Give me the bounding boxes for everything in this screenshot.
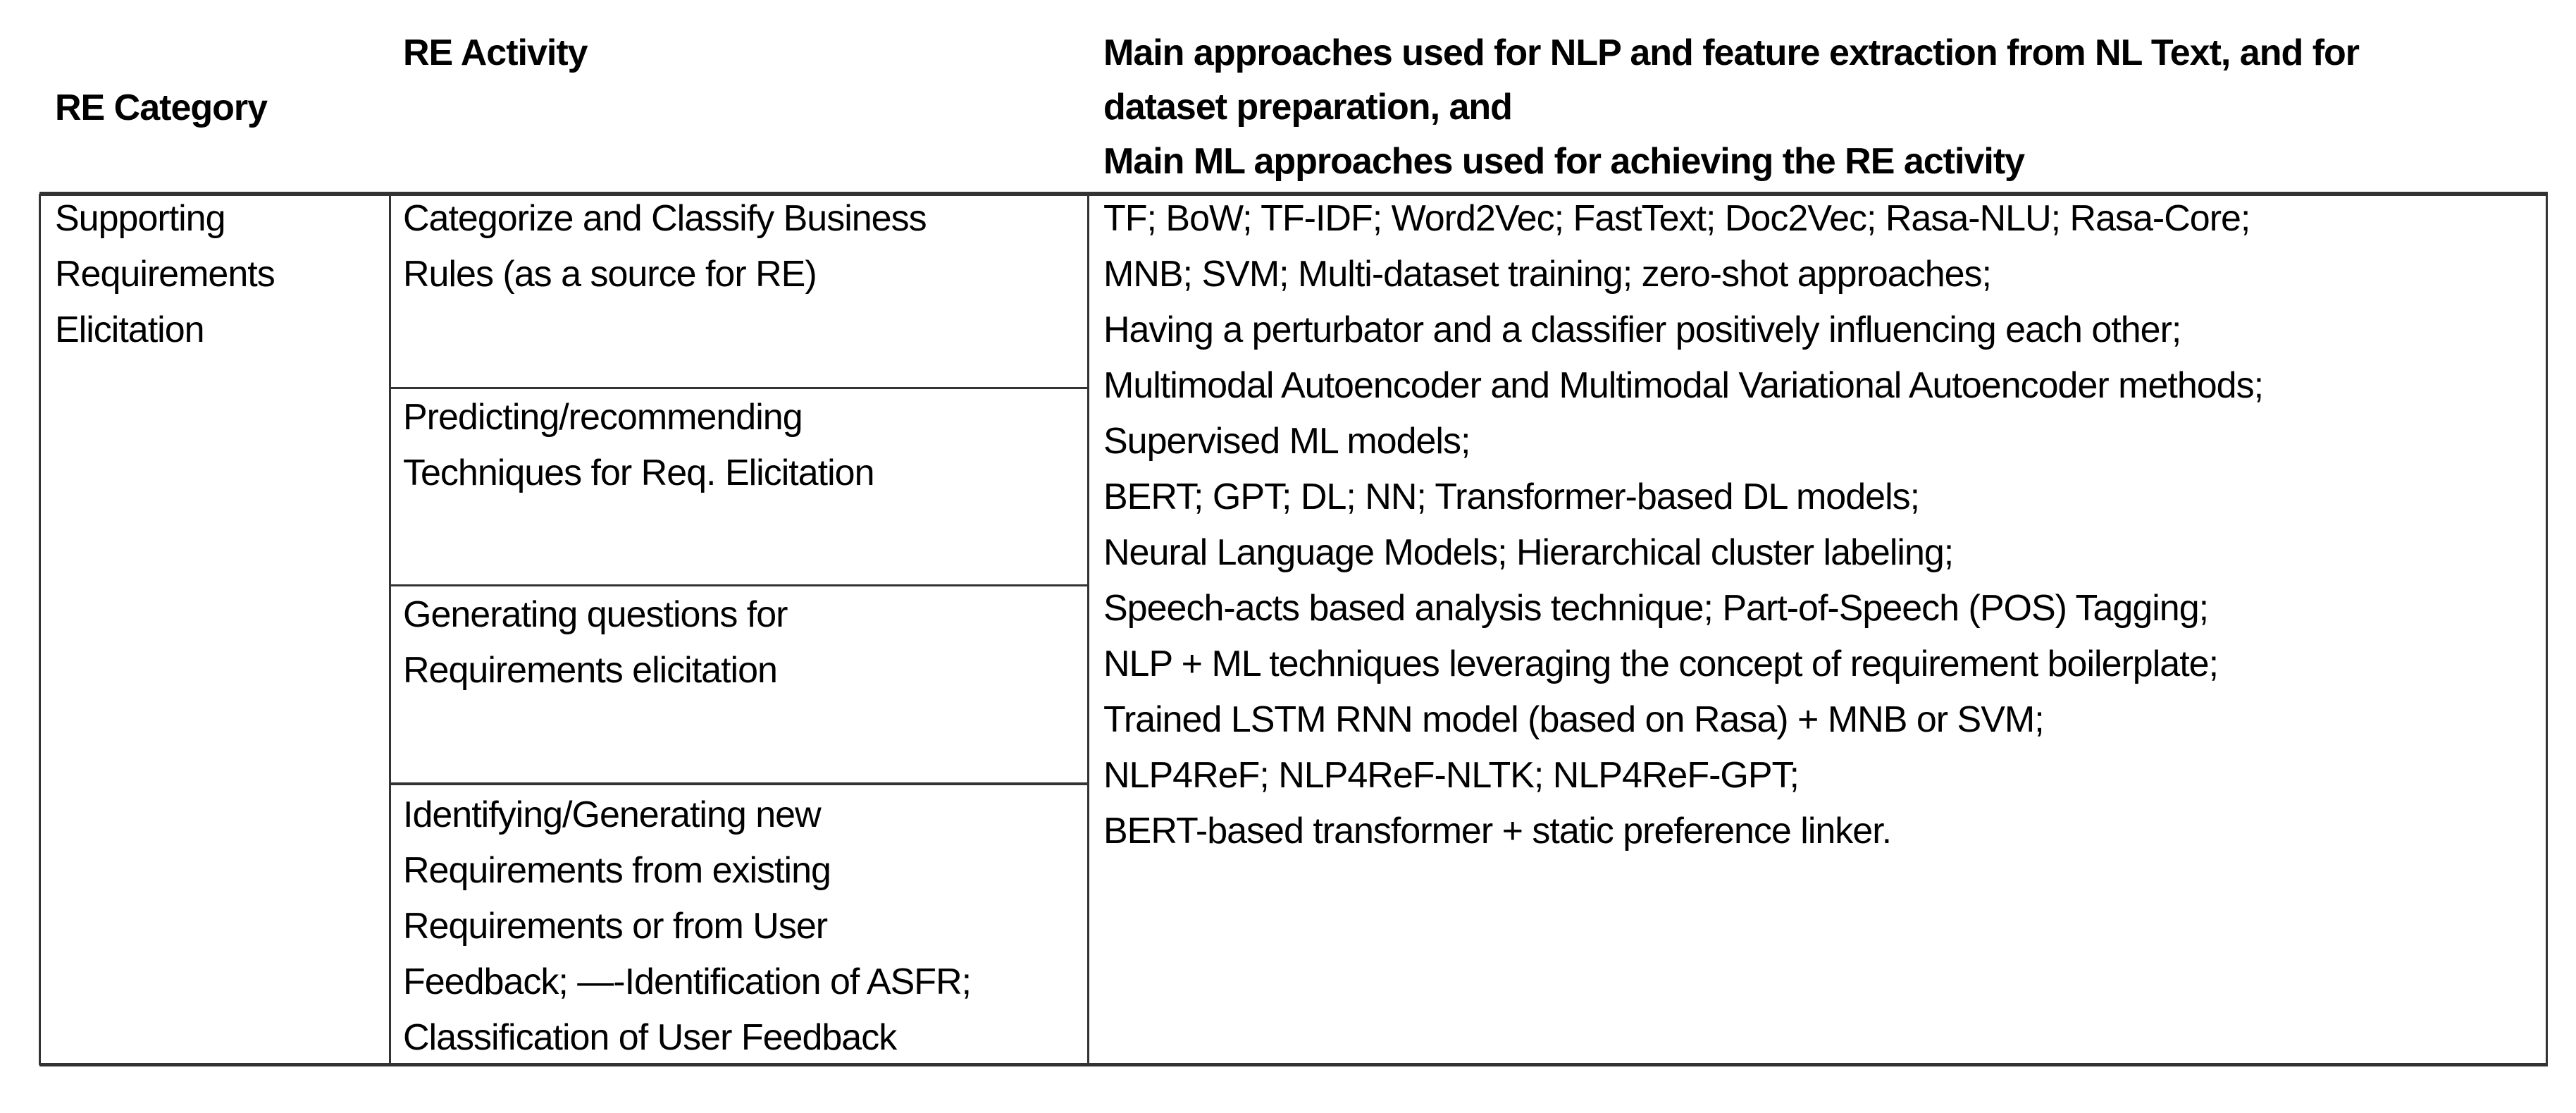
activity-line: Requirements elicitation xyxy=(403,650,777,691)
approach-line: BERT-based transformer + static preference linker. xyxy=(1103,811,1892,851)
category-line: Requirements xyxy=(55,254,275,295)
activity-line: Generating questions for xyxy=(403,594,788,635)
header-approaches-line: dataset preparation, and xyxy=(1103,87,1512,128)
activity-line: Classification of User Feedback xyxy=(403,1017,897,1058)
approach-line: NLP + ML techniques leveraging the concept of requirement boilerplate; xyxy=(1103,644,2219,684)
activity-line: Categorize and Classify Business xyxy=(403,198,927,239)
activity-line: Predicting/recommending xyxy=(403,397,803,438)
approach-line: Having a perturbator and a classifier positively influencing each other; xyxy=(1103,309,2181,350)
column-divider xyxy=(39,194,41,1065)
activity-cell xyxy=(403,191,927,302)
header-re-category: RE Category xyxy=(55,87,268,128)
approach-line: Supervised ML models; xyxy=(1103,421,1470,462)
activity-cell xyxy=(403,587,787,699)
row-divider xyxy=(390,387,1088,389)
header-approaches-line: Main approaches used for NLP and feature extraction from NL Text, and for xyxy=(1103,32,2360,73)
header-approaches-line: Main ML approaches used for achieving the RE activity xyxy=(1103,141,2025,182)
activity-cell xyxy=(403,787,971,1066)
activity-line: Requirements or from User xyxy=(403,906,828,947)
category-cell xyxy=(55,191,275,358)
activity-line: Feedback; —-Identification of ASFR; xyxy=(403,961,972,1002)
column-divider xyxy=(2546,194,2548,1065)
approach-line: BERT; GPT; DL; NN; Transformer-based DL models; xyxy=(1103,476,1920,517)
column-divider xyxy=(389,194,391,1065)
activity-line: Techniques for Req. Elicitation xyxy=(403,453,874,493)
approach-line: TF; BoW; TF-IDF; Word2Vec; FastText; Doc2Vec; Rasa-NLU; Rasa-Core; xyxy=(1103,198,2250,239)
header-approaches xyxy=(1103,26,2359,189)
approach-line: Multimodal Autoencoder and Multimodal Variational Autoencoder methods; xyxy=(1103,365,2264,406)
header-re-activity: RE Activity xyxy=(403,32,588,73)
column-divider xyxy=(1087,194,1089,1065)
row-divider xyxy=(390,782,1088,785)
row-divider xyxy=(390,584,1088,586)
activity-line: Rules (as a source for RE) xyxy=(403,254,817,295)
approach-line: Trained LSTM RNN model (based on Rasa) + MNB or SVM; xyxy=(1103,699,2044,740)
activity-cell xyxy=(403,390,874,501)
approaches-cell xyxy=(1103,191,2263,859)
approach-line: Neural Language Models; Hierarchical cluster labeling; xyxy=(1103,532,1954,573)
category-line: Elicitation xyxy=(55,309,204,350)
category-line: Supporting xyxy=(55,198,225,239)
approach-line: Speech-acts based analysis technique; Part-of-Speech (POS) Tagging; xyxy=(1103,588,2209,629)
activity-line: Identifying/Generating new xyxy=(403,794,821,835)
approach-line: MNB; SVM; Multi-dataset training; zero-shot approaches; xyxy=(1103,254,1992,295)
approach-line: NLP4ReF; NLP4ReF-NLTK; NLP4ReF-GPT; xyxy=(1103,755,1799,796)
activity-line: Requirements from existing xyxy=(403,850,831,891)
